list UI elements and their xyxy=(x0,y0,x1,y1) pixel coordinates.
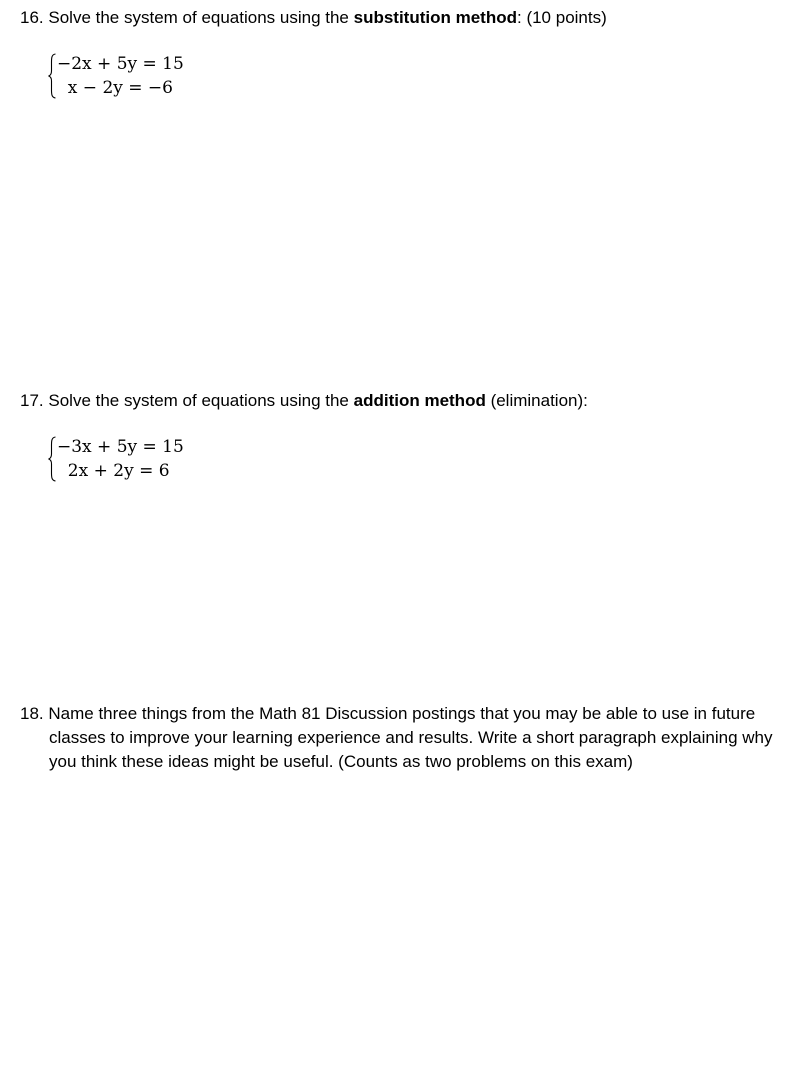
method-name: addition method xyxy=(353,391,486,410)
equation-1: −2x + 5y = 15 xyxy=(57,54,184,74)
left-brace-icon xyxy=(48,53,56,99)
prompt-paragraph xyxy=(20,702,780,774)
prompt-text-end: : (10 points) xyxy=(517,8,607,27)
prompt-text: Solve the system of equations using the xyxy=(48,8,354,27)
prompt-text: Name three things from the Math 81 Discussion postings that you may be able to use in future classes to improve your learning experience and results. Write a short paragraph explaining why you think these ideas might be useful. (Counts as two problems on this exam) xyxy=(48,704,773,771)
equation-system-17 xyxy=(48,435,268,483)
method-name: substitution method xyxy=(353,8,517,27)
prompt-text-end: (elimination): xyxy=(485,391,588,410)
problem-number: 17. xyxy=(20,391,44,410)
problem-number: 16. xyxy=(20,8,44,27)
equation-2: x − 2y = −6 xyxy=(57,78,173,98)
prompt-text: Solve the system of equations using the xyxy=(48,391,354,410)
problem-16-prompt xyxy=(20,6,780,30)
left-brace-icon xyxy=(48,436,56,482)
equation-1: −3x + 5y = 15 xyxy=(57,437,184,457)
problem-17-prompt xyxy=(20,389,780,413)
equation-system-16 xyxy=(48,52,268,100)
problem-number: 18. xyxy=(20,704,44,723)
problem-18-prompt xyxy=(20,702,780,774)
equation-2: 2x + 2y = 6 xyxy=(57,461,170,481)
